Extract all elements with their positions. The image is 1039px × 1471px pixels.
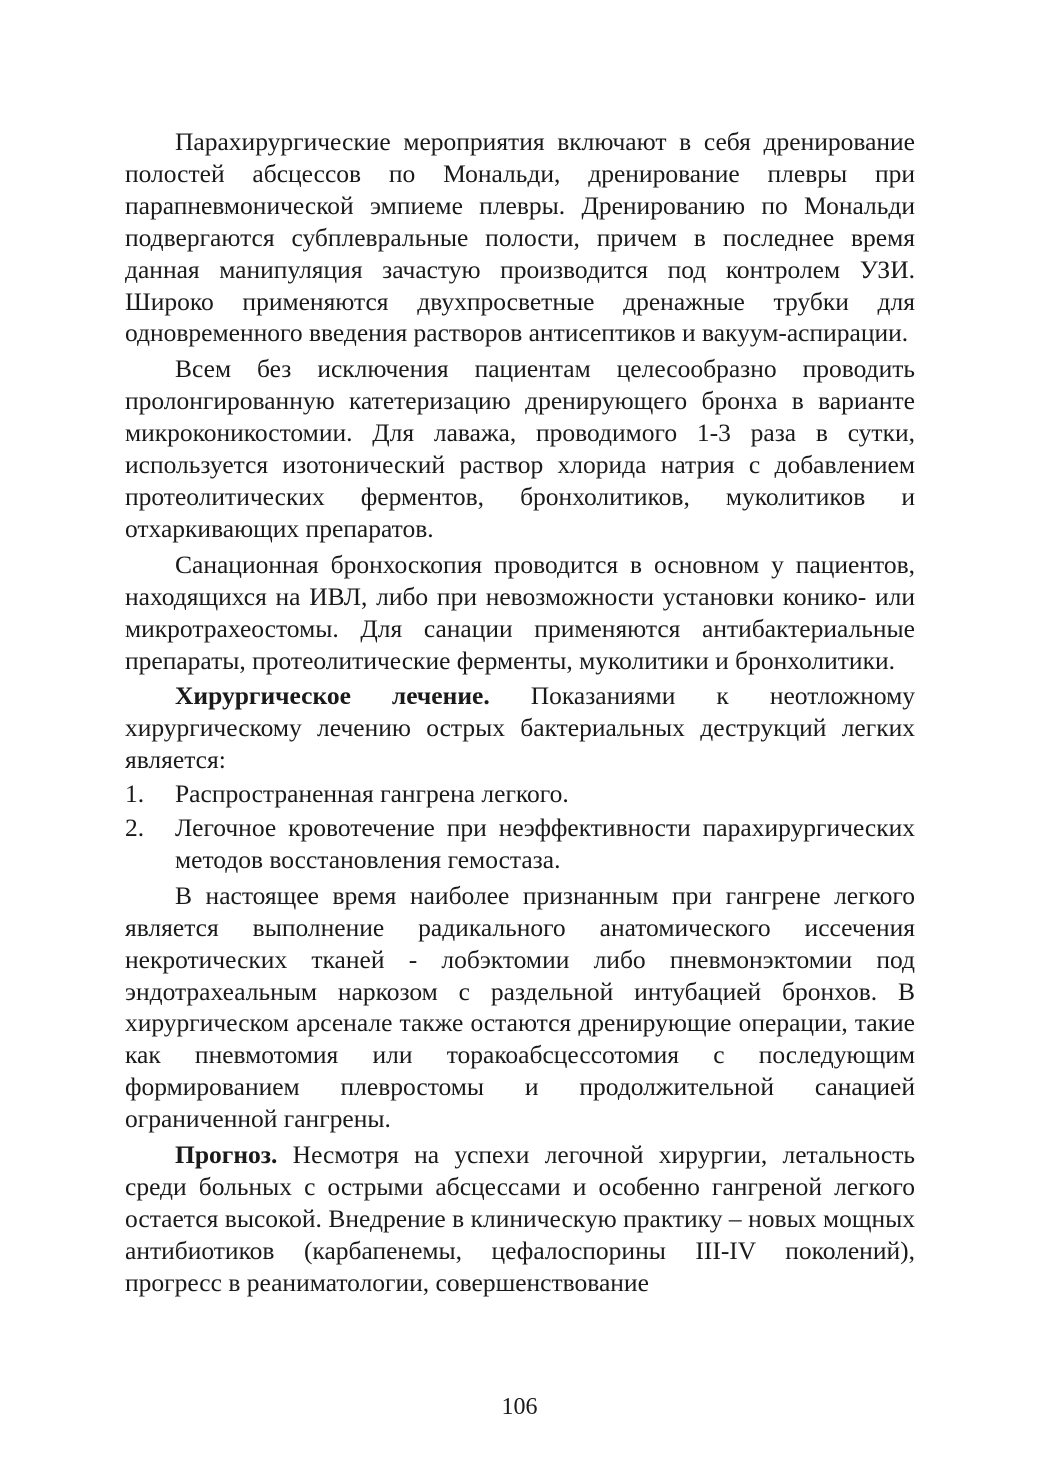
list-item-text: Легочное кровотечение при неэффективности парахирургических методов восстановления гемостаза. [175,813,915,874]
list-item [125,778,915,810]
indications-list [125,778,915,876]
paragraph-bronchoscopy: Санационная бронхоскопия проводится в основном у пациентов, находящихся на ИВЛ, либо при невозможности установки конико- или микротрахеостомы. Для санации применяются антибактериальные препараты, протеолитические ферменты, муколитики и бронхолитики. [125,549,915,675]
list-item-number: 2. [125,813,145,843]
paragraph-surgical-treatment [125,680,915,776]
paragraph-gangrene-surgery: В настоящее время наиболее признанным при гангрене легкого является выполнение радикального анатомического иссечения некротических тканей - лобэктомии либо пневмонэктомии под эндотрахеальным наркозом с раздельной интубацией бронхов. В хирургическом арсенале также остаются дренирующие операции, такие как пневмотомия или торакоабсцессотомия с последующим формированием плевростомы и продолжительной санацией ограниченной гангрены. [125,880,915,1134]
page-number: 106 [501,1394,538,1420]
heading-prognosis: Прогноз. [175,1140,278,1170]
text-surgical-treatment: Показаниями к неотложному хирургическому лечению острых бактериальных деструкций легких является: [125,681,915,775]
paragraph-prognosis [125,1139,915,1299]
list-item [125,812,915,876]
list-item-text: Распространенная гангрена легкого. [175,779,569,809]
paragraph-parasurgical: Парахирургические мероприятия включают в себя дренирование полостей абсцессов по Мональди, дренирование плевры при парапневмонической эмпиеме плевры. Дренированию по Мональди подвергаются субплевральные полости, причем в последнее время данная манипуляция зачастую производится под контролем УЗИ. Широко применяются двухпросветные дренажные трубки для одновременного введения растворов антисептиков и вакуум-аспирации. [125,127,915,348]
page-body [125,126,915,1303]
paragraph-catheterization: Всем без исключения пациентам целесообразно проводить пролонгированную катетеризацию дренирующего бронха в варианте микроконикостомии. Для лаважа, проводимого 1-3 раза в сутки, используется изотонический раствор хлорида натрия с добавлением протеолитических ферментов, бронхолитиков, муколитиков и отхаркивающих препаратов. [125,354,915,543]
heading-surgical-treatment: Хирургическое лечение. [175,681,490,711]
text-prognosis: Несмотря на успехи легочной хирургии, летальность среди больных с острыми абсцессами и особенно гангреной легкого остается высокой. Внедрение в клиническую практику – новых мощных антибиотиков (карбапенемы, цефалоспорины III-IV поколений), прогресс в реаниматологии, совершенствование [125,1140,915,1297]
list-item-number: 1. [125,779,145,809]
